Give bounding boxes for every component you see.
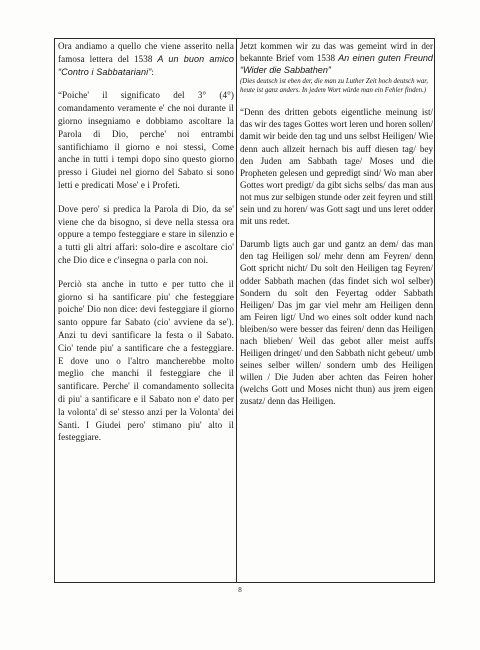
italian-intro-colon: : bbox=[151, 66, 154, 77]
bilingual-text-table bbox=[54, 38, 435, 583]
italian-column bbox=[55, 39, 236, 582]
italian-paragraph-intro bbox=[58, 40, 234, 78]
german-language-note: (Dies deutsch ist eben der, die man zu Luther Zeit hoch deutsch war, heute ist ganz anders. In jedem Wort würde man ein Fehler finden.) bbox=[240, 78, 428, 95]
german-letter-title: An einen guten Freund “Wider die Sabbathen” bbox=[240, 53, 433, 76]
italian-paragraph-sabbath: Perciò sta anche in tutto e per tutto che il giorno si ha santificare piu' che festeggiare poiche' Dio non dice: devi festeggiare il giorno santo oppure far Sabato (cio' avviene da se'). Anzi tu devi santificare la festa o il Sabato. Cio' tende piu' a santificare che a festeggiare. E dove uno o l'altro mancherebbe molto meglio che manchi il festeggiare che il santificare. Perche' il comandamento sollecita di piu' a santificare e il Sabato non e' dato per la volonta' di se' stesso anzi per la Volonta' dei Santi. I Giudei pero' stimano piu' alto il festeggiare. bbox=[58, 278, 234, 443]
german-paragraph-sabbath: Darumb ligts auch gar und gantz an dem/ das man den tag Heiligen sol/ mehr denn am Feyren/ denn Gott spricht nicht/ Du solt den Heiligen tag Feyren/ odder Sabbath machen (das findet sich wol selber) Sondern du solt den Feyertag odder Sabbath Heiligen/ Das jm gar viel mehr am Heiligen denn am Feiren ligt/ Und wo eines solt odder kund nach bleiben/so were besser das feiren/ denn das Heiligen nach blieben/ Weil das gebot aller meist auffs Heiligen dringet/ und den Sabbath nicht gebeut/ umb seines selber willen/ sondern umb des Heiligen willen / Die Juden aber achten das Feiren hoher (welchs Gott und Moses nicht thun) aus jrem eigen zusatz/ denn das Heiligen. bbox=[240, 239, 433, 407]
german-column bbox=[237, 39, 435, 582]
german-paragraph-quote: “Denn des dritten gebots eigentliche meinung ist/ das wir des tages Gottes wort leren und horen sollen/ damit wir beide den tag und uns selbst Heiligen/ Wie denn auch allzeit hernach bis auff diesen tag/ bey den Juden am Sabbath tage/ Moses und die Propheten gelesen und gepredigt sind/ Wo man aber Gottes wort predigt/ da gibt sichs selbs/ das man aus not mus zur selbigen stunde oder zeit feyren und still sein und zu horen/ was Gott sagt und uns leret odder mit uns redet. bbox=[240, 107, 433, 227]
italian-intro-text: Ora andiamo a quello che viene asserito nella famosa lettera del 1538 bbox=[58, 41, 234, 64]
italian-paragraph-quote: “Poiche' il significato del 3° (4°) comandamento veramente e' che noi durante il giorno insegniamo e dobbiamo ascoltare la Parola di Dio, perche' noi entrambi santifichiamo il giorno e noi stessi, Come anche in tutti i tempi dopo sino questo giorno presso i Giudei nel giorno del Sabato si sono letti e predicati Mose' e i Profeti. bbox=[58, 90, 234, 190]
italian-paragraph-word: Dove pero' si predica la Parola di Dio, da se' viene che da bisogno, si deve nella stessa ora oppure a tempo festeggiare e stare in silenzio e a tutti gli altri affari: solo-dire e ascoltare cio' che Dio dice e c'insegna o parla con noi. bbox=[58, 203, 234, 265]
german-intro-text: Jetzt kommen wir zu das was gemeint wird in der bekannte Brief vom 1538 bbox=[240, 41, 433, 64]
german-paragraph-intro bbox=[240, 40, 433, 76]
page-number: 8 bbox=[238, 586, 242, 594]
italian-letter-title: A un buon amico “Contro i Sabbatariani” bbox=[58, 53, 234, 77]
